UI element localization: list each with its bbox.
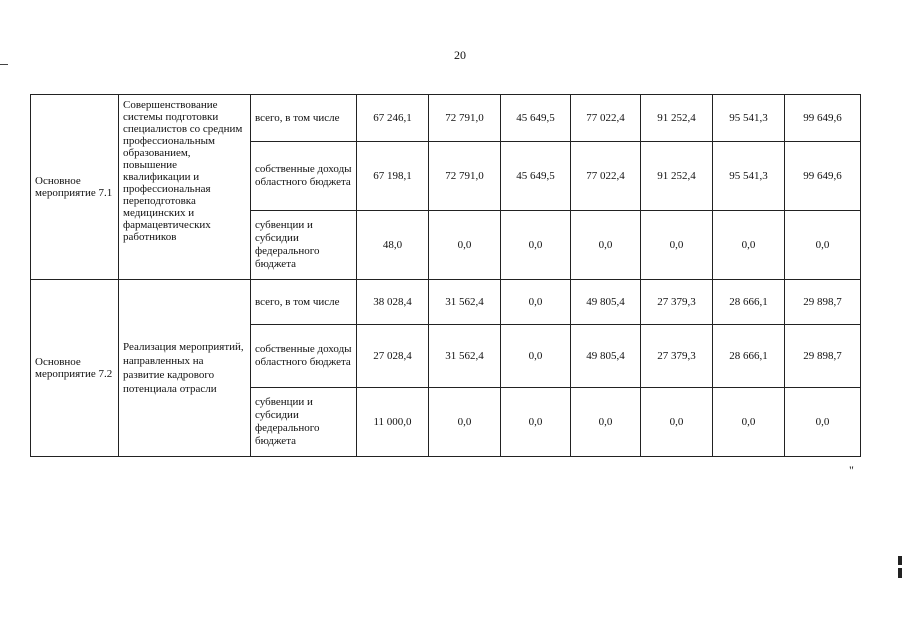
budget-table	[30, 94, 861, 457]
value-cell: 91 252,4	[641, 142, 713, 211]
value-cell: 95 541,3	[713, 95, 785, 142]
value-cell: 48,0	[357, 211, 429, 280]
value-cell: 0,0	[713, 211, 785, 280]
value-cell: 99 649,6	[785, 95, 861, 142]
value-cell: 28 666,1	[713, 325, 785, 388]
value-cell: 49 805,4	[571, 325, 641, 388]
value-cell: 0,0	[501, 211, 571, 280]
funding-type: всего, в том числе	[251, 280, 357, 325]
table-row	[31, 95, 861, 142]
value-cell: 45 649,5	[501, 142, 571, 211]
value-cell: 0,0	[501, 280, 571, 325]
right-margin-mark	[898, 556, 902, 578]
value-cell: 28 666,1	[713, 280, 785, 325]
value-cell: 27 028,4	[357, 325, 429, 388]
funding-type: субвенции и субсидии федерального бюджета	[251, 388, 357, 457]
measure-label: Основное мероприятие 7.1	[31, 95, 119, 280]
value-cell: 31 562,4	[429, 325, 501, 388]
value-cell: 31 562,4	[429, 280, 501, 325]
value-cell: 72 791,0	[429, 95, 501, 142]
value-cell: 27 379,3	[641, 325, 713, 388]
measure-description: Совершенствование системы подготовки специалистов со средним профессиональным образованием, повышение квалификации и профессиональная переподготовка медицинских и фармацевтических работников	[119, 95, 251, 280]
value-cell: 95 541,3	[713, 142, 785, 211]
value-cell: 77 022,4	[571, 95, 641, 142]
value-cell: 0,0	[571, 211, 641, 280]
value-cell: 67 246,1	[357, 95, 429, 142]
value-cell: 0,0	[501, 388, 571, 457]
value-cell: 0,0	[641, 211, 713, 280]
value-cell: 29 898,7	[785, 325, 861, 388]
value-cell: 38 028,4	[357, 280, 429, 325]
value-cell: 49 805,4	[571, 280, 641, 325]
value-cell: 0,0	[641, 388, 713, 457]
table-row	[31, 280, 861, 325]
measure-label: Основное мероприятие 7.2	[31, 280, 119, 457]
value-cell: 0,0	[429, 388, 501, 457]
page-number: 20	[454, 48, 466, 62]
value-cell: 0,0	[571, 388, 641, 457]
left-margin-mark	[0, 64, 8, 65]
value-cell: 0,0	[713, 388, 785, 457]
funding-type: собственные доходы областного бюджета	[251, 142, 357, 211]
value-cell: 45 649,5	[501, 95, 571, 142]
closing-quote-mark: "	[849, 463, 854, 477]
value-cell: 72 791,0	[429, 142, 501, 211]
value-cell: 0,0	[501, 325, 571, 388]
value-cell: 67 198,1	[357, 142, 429, 211]
value-cell: 0,0	[429, 211, 501, 280]
value-cell: 77 022,4	[571, 142, 641, 211]
value-cell: 27 379,3	[641, 280, 713, 325]
value-cell: 0,0	[785, 211, 861, 280]
funding-type: всего, в том числе	[251, 95, 357, 142]
funding-type: собственные доходы областного бюджета	[251, 325, 357, 388]
value-cell: 91 252,4	[641, 95, 713, 142]
value-cell: 0,0	[785, 388, 861, 457]
value-cell: 29 898,7	[785, 280, 861, 325]
funding-type: субвенции и субсидии федерального бюджета	[251, 211, 357, 280]
value-cell: 99 649,6	[785, 142, 861, 211]
value-cell: 11 000,0	[357, 388, 429, 457]
measure-description: Реализация мероприятий, направленных на развитие кадрового потенциала отрасли	[119, 280, 251, 457]
